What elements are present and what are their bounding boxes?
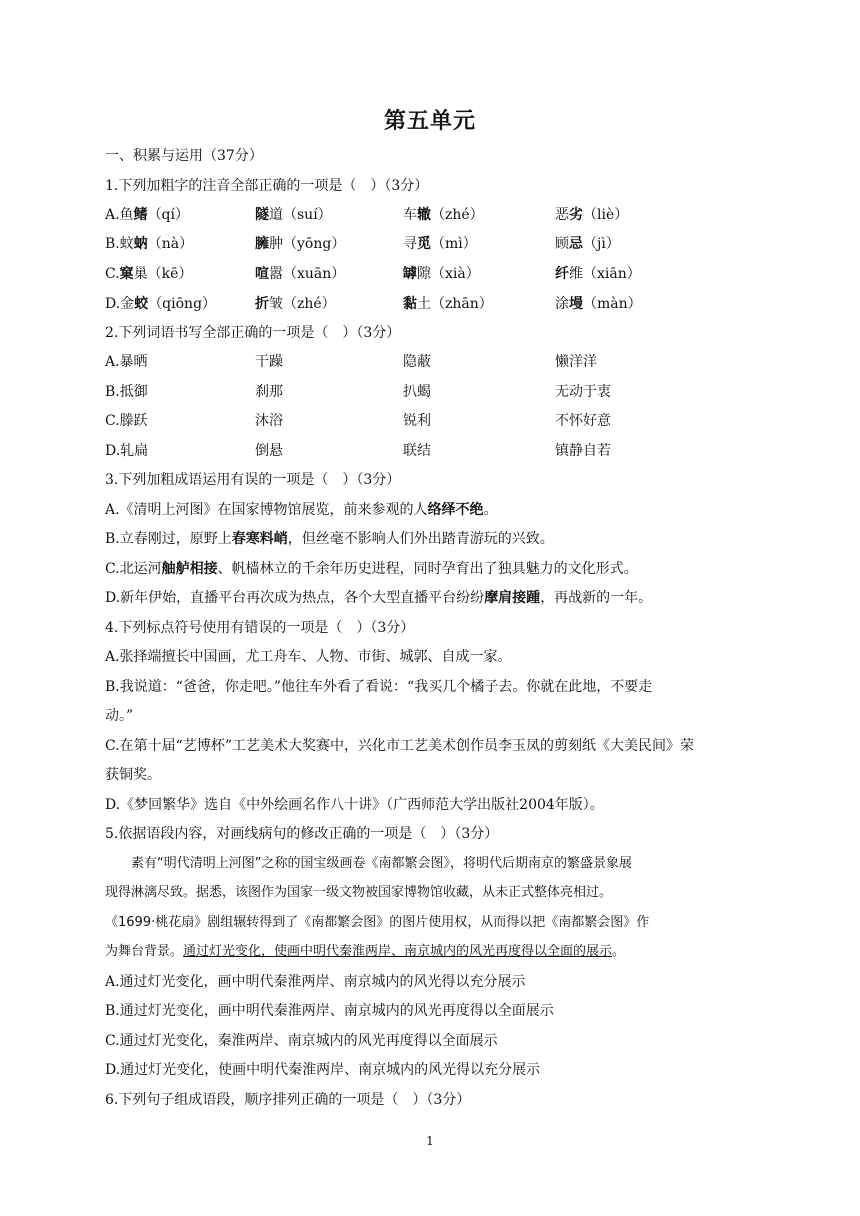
q4-option-c-line1: C.在第十届“艺博杯”工艺美术大奖赛中，兴化市工艺美术创作员李玉凤的剪刻纸《大美民间》荣	[105, 738, 694, 754]
document-page: 第五单元 一、积累与运用（37分） 1.下列加粗字的注音全部正确的一项是（ ）（3分） A.鱼鳍（qí） 隧道（suí） 车辙（zhé） 恶劣（liè） B.蚊蚋（nà） 臃肿（yōng） 寻觅（mì） 顾忌（jì） C.窠巢（kē） 喧嚣（xuān） 罅隙（xià） 纤维（xiān） D.金蛟（qiōng） 折皱（zhé） 黏土（zhān） 涂墁（màn） 2.下列词语书写全部正确的一项是（ ）（3分） A.暴晒 干躁 隐蔽 懒洋洋 B.抵御 刹那 扒蝎 无动于衷 C.滕跃 沐浴 锐利 不怀好意 D.轧扁 倒悬 联结 镇静自若 3.下列加粗成语运用有误的一项是（ ）（3分） A.《清明上河图》在国家博物馆展览，前来参观的人络绎不绝。 B.立春刚过，原野上春寒料峭，但丝毫不影响人们外出踏青游玩的兴致。 C.北运河舳舻相接、帆樯林立的千余年历史进程，同时孕育出了独具魅力的文化形式。 D.新年伊始，直播平台再次成为热点，各个大型直播平台纷纷摩肩接踵，再战新的一年。 4.下列标点符号使用有错误的一项是（ ）（3分） A.张择端擅长中国画，尤工舟车、人物、市街、城郭、自成一家。 B.我说道：“爸爸，你走吧。”他往车外看了看说：“我买几个橘子去。你就在此地，不要走 动。” C.在第十届“艺博杯”工艺美术大奖赛中，兴化市工艺美术创作员李玉凤的剪刻纸《大美民间》荣 获铜奖。 D.《梦回繁华》选自《中外绘画名作八十讲》（广西师范大学出版社2004年版）。 5.依据语段内容，对画线病句的修改正确的一项是（ ）（3分） 素有“明代清明上河图”之称的国宝级画卷《南都繁会图》，将明代后期南京的繁盛景象展 现得淋漓尽致。据悉，该图作为国家一级文物被国家博物馆收藏，从未正式整体亮相过。 《1699·桃花扇》剧组辗转得到了《南都繁会图》的图片使用权，从而得以把《南都繁会图》作 为舞台背景。通过灯光变化，使画中明代秦淮两岸、南京城内的风光再度得以全面的展示。 A.通过灯光变化，画中明代秦淮两岸、南京城内的风光得以充分展示 B.通过灯光变化，画中明代秦淮两岸、南京城内的风光再度得以全面展示 C.通过灯光变化，秦淮两岸、南京城内的风光再度得以全面展示 D.通过灯光变化，使画中明代秦淮两岸、南京城内的风光得以充分展示 6.下列句子组成语段，顺序排列正确的一项是（ ）（3分） 1	[0, 0, 860, 1216]
q4-option-c-line2: 获铜奖。	[105, 767, 161, 783]
passage-line-2: 现得淋漓尽致。据悉，该图作为国家一级文物被国家博物馆收藏，从未正式整体亮相过。	[105, 885, 613, 900]
question-1-stem: 1.下列加粗字的注音全部正确的一项是（ ）（3分）	[105, 178, 429, 194]
q4-option-b-line2: 动。”	[105, 708, 134, 724]
page-number: 1	[426, 1134, 434, 1148]
q5-option-b: B.通过灯光变化，画中明代秦淮两岸、南京城内的风光再度得以全面展示	[105, 1003, 554, 1019]
q3-option-c: C.北运河舳舻相接、帆樯林立的千余年历史进程，同时孕育出了独具魅力的文化形式。	[105, 561, 638, 577]
question-4-stem: 4.下列标点符号使用有错误的一项是（ ）（3分）	[105, 620, 415, 636]
q4-option-b-line1: B.我说道：“爸爸，你走吧。”他往车外看了看说：“我买几个橘子去。你就在此地，不要走	[105, 679, 653, 695]
q4-option-a: A.张择端擅长中国画，尤工舟车、人物、市街、城郭、自成一家。	[105, 649, 512, 665]
passage-line-3: 《1699·桃花扇》剧组辗转得到了《南都繁会图》的图片使用权，从而得以把《南都繁会图》作	[105, 915, 650, 930]
q5-option-a: A.通过灯光变化，画中明代秦淮两岸、南京城内的风光得以充分展示	[105, 974, 526, 990]
q5-option-c: C.通过灯光变化，秦淮两岸、南京城内的风光再度得以全面展示	[105, 1033, 498, 1049]
passage-line-4: 为舞台背景。通过灯光变化，使画中明代秦淮两岸、南京城内的风光再度得以全面的展示。	[105, 944, 626, 959]
q4-option-d: D.《梦回繁华》选自《中外绘画名作八十讲》（广西师范大学出版社2004年版）。	[105, 797, 604, 813]
page-title: 第五单元	[383, 108, 476, 134]
question-3-stem: 3.下列加粗成语运用有误的一项是（ ）（3分）	[105, 472, 401, 488]
passage-line-1: 素有“明代清明上河图”之称的国宝级画卷《南都繁会图》，将明代后期南京的繁盛景象展	[131, 856, 632, 871]
q5-option-d: D.通过灯光变化，使画中明代秦淮两岸、南京城内的风光得以充分展示	[105, 1062, 541, 1078]
q3-option-d: D.新年伊始，直播平台再次成为热点，各个大型直播平台纷纷摩肩接踵，再战新的一年。	[105, 590, 653, 606]
underlined-sentence: 通过灯光变化，使画中明代秦淮两岸、南京城内的风光再度得以全面的展示	[183, 944, 613, 959]
question-2-stem: 2.下列词语书写全部正确的一项是（ ）（3分）	[105, 325, 401, 341]
question-6-stem: 6.下列句子组成语段，顺序排列正确的一项是（ ）（3分）	[105, 1092, 471, 1108]
section-heading: 一、积累与运用（37分）	[105, 148, 263, 164]
q3-option-a: A.《清明上河图》在国家博物馆展览，前来参观的人络绎不绝。	[105, 502, 498, 518]
q3-option-b: B.立春刚过，原野上春寒料峭，但丝毫不影响人们外出踏青游玩的兴致。	[105, 531, 554, 547]
question-5-stem: 5.依据语段内容，对画线病句的修改正确的一项是（ ）（3分）	[105, 826, 499, 842]
